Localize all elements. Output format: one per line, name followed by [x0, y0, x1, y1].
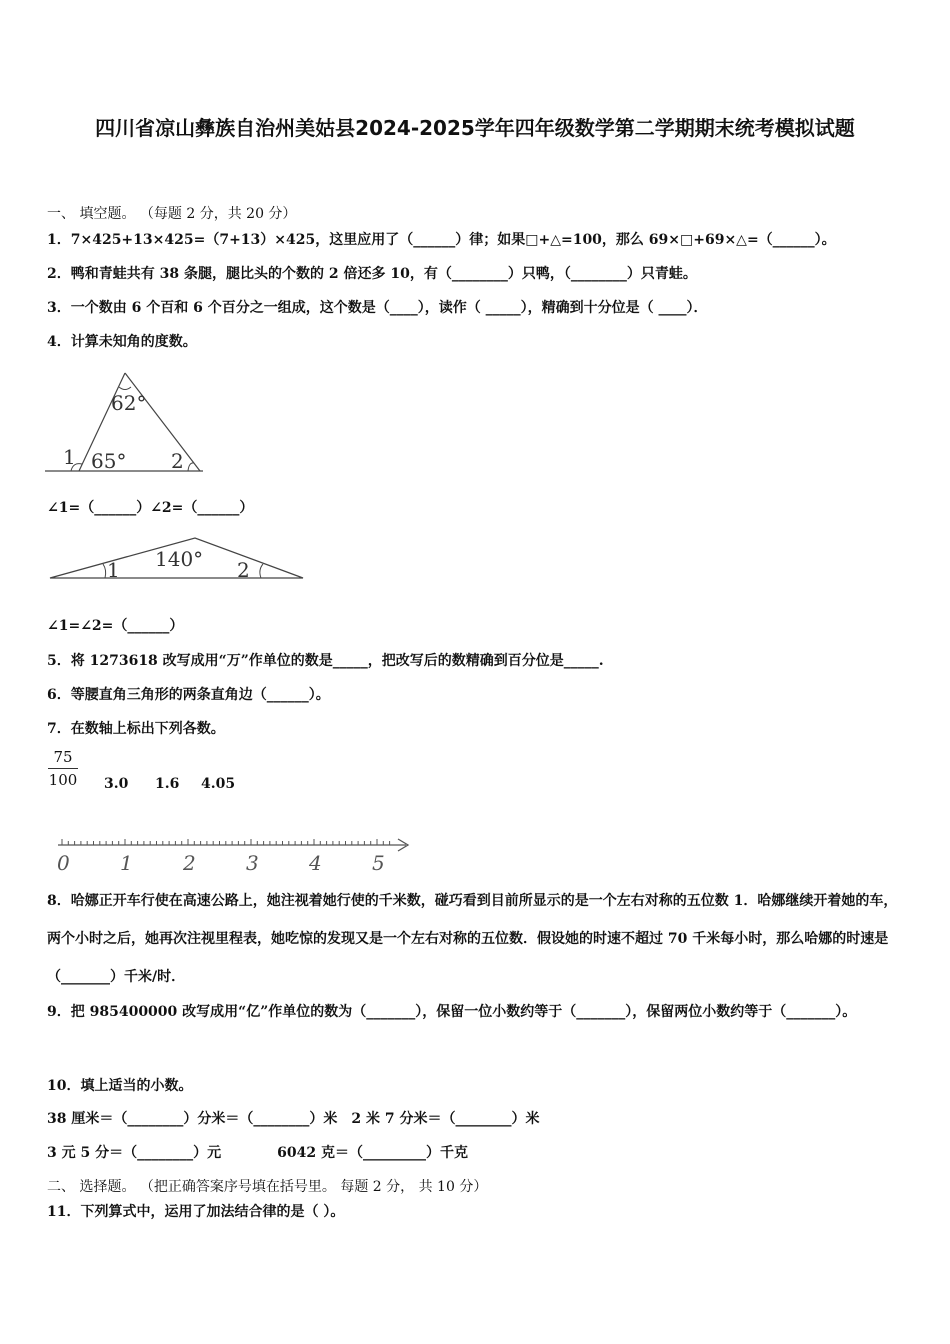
angle-140-label: 140°	[155, 547, 204, 571]
number-line-label: 1	[120, 851, 133, 875]
question-4b-answer: ∠1=∠2=（______）	[47, 618, 184, 634]
number-line-label: 0	[57, 851, 70, 875]
number-line	[50, 830, 415, 878]
section-heading-fill-blank: 一、 填空题。 （每题 2 分，共 20 分）	[47, 206, 297, 222]
number-line-label: 3	[246, 851, 259, 875]
triangle-figure-2	[45, 530, 310, 585]
question-3: 3．一个数由 6 个百和 6 个百分之一组成，这个数是（____），读作（ _____），精确到十分位是（ ____）．	[47, 300, 708, 316]
question-2: 2．鸭和青蛙共有 38 条腿，腿比头的个数的 2 倍还多 10，有（________）只鸭，（________）只青蛙。	[47, 266, 697, 282]
question-4a-answer: ∠1=（______）∠2=（______）	[47, 500, 254, 516]
question-10b: 3 元 5 分＝（________）元 6042 克＝（_________）千克	[47, 1145, 468, 1161]
number-1-6: 1.6	[155, 776, 180, 792]
question-5: 5．将 1273618 改写成用“万”作单位的数是_____，把改写后的数精确到百分位是_____.	[47, 653, 604, 669]
question-10a: 38 厘米＝（________）分米＝（________）米 2 米 7 分米＝（________）米	[47, 1111, 540, 1127]
fraction-bar	[48, 768, 78, 769]
question-9: 9．把 985400000 改写成用“亿”作单位的数为（_______），保留一位小数约等于（_______），保留两位小数约等于（_______）。	[47, 1004, 857, 1020]
question-1: 1．7×425+13×425=（7+13）×425，这里应用了（______）律；如果□+△=100，那么 69×□+69×△=（______）。	[47, 232, 836, 248]
angle-2-label-2: 2	[237, 558, 250, 582]
angle-62-label: 62°	[111, 391, 147, 415]
fraction-numerator: 75	[53, 748, 73, 766]
angle-1-label-2: 1	[107, 558, 120, 582]
number-line-label: 4	[309, 851, 322, 875]
section-heading-multiple-choice: 二、 选择题。 （把正确答案序号填在括号里。 每题 2 分， 共 10 分）	[47, 1179, 488, 1195]
triangle-figure-1	[45, 365, 215, 477]
question-6: 6．等腰直角三角形的两条直角边（______）。	[47, 687, 330, 703]
question-8: 8．哈娜正开车行使在高速公路上，她注视着她行使的千米数，碰巧看到目前所显示的是一个左右对称的五位数 1．哈娜继续开着她的车，两个小时之后，她再次注视里程表，她吃惊的发现又是一个左右对称的五位数．假设她的时速不超过 70 千米每小时，那么哈娜的时速是（_______）千米/时．	[47, 893, 898, 985]
angle-65-label: 65°	[91, 449, 127, 473]
angle-1-label: 1	[63, 445, 76, 469]
number-3-0: 3.0	[104, 776, 129, 792]
fraction-75-100	[48, 748, 78, 789]
question-10: 10．填上适当的小数。	[47, 1078, 193, 1094]
number-4-05: 4.05	[201, 776, 236, 792]
number-line-label: 2	[183, 851, 196, 875]
question-7: 7．在数轴上标出下列各数。	[47, 721, 225, 737]
angle-2-label: 2	[171, 449, 184, 473]
question-4: 4．计算未知角的度数。	[47, 334, 197, 350]
page-title: 四川省凉山彝族自治州美姑县2024-2025学年四年级数学第二学期期末统考模拟试题	[95, 116, 855, 140]
number-line-label: 5	[372, 851, 385, 875]
question-11: 11．下列算式中，运用了加法结合律的是（ ）。	[47, 1204, 345, 1220]
fraction-denominator: 100	[48, 771, 78, 789]
